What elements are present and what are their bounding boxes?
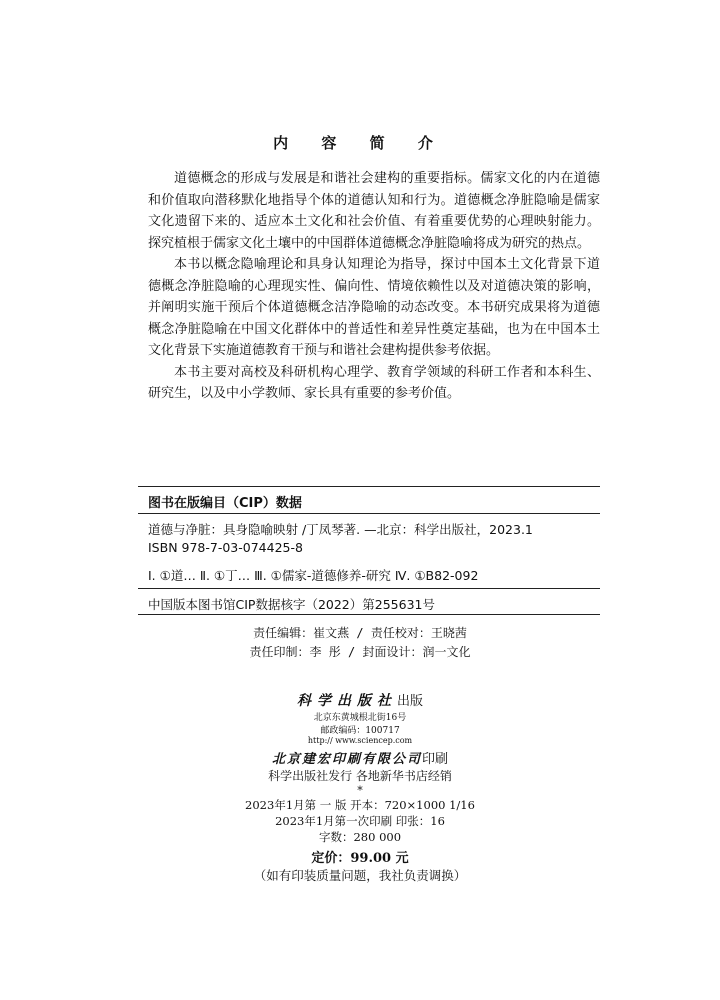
publisher-name: 科学出版社 — [296, 693, 397, 709]
cip-heading-rule — [138, 513, 600, 514]
cip-number: 中国版本图书馆CIP数据核字（2022）第255631号 — [148, 597, 435, 612]
summary-paragraph: 本书以概念隐喻理论和具身认知理论为指导，探讨中国本土文化背景下道德概念净脏隐喻的心理现实性、偏向性、情境依赖性以及对道德决策的影响，并阐明实施干预后个体道德概念洁净隐喻的动态改变。本书研究成果将为道德概念净脏隐喻在中国文化群体中的普适性和差异性奠定基础，也为在中国本土文化背景下实施道德教育干预与和谐社会建构提供参考依据。 — [148, 257, 600, 358]
printing-line: 2023年1月第一次印刷 印张：16 — [275, 814, 445, 828]
publisher-suffix: 出版 — [396, 694, 423, 709]
summary-paragraph: 本书主要对高校及科研机构心理学、教育学领域的科研工作者和本科生、研究生，以及中小学教师、家长具有重要的参考价值。 — [148, 364, 600, 401]
quality-notice: （如有印装质量问题，我社负责调换） — [253, 868, 467, 883]
cip-top-rule — [138, 486, 600, 487]
edition-line: 2023年1月第 一 版 开本：720×1000 1/16 — [245, 798, 475, 812]
cip-bottom-rule — [138, 614, 600, 615]
summary-paragraph: 道德概念的形成与发展是和谐社会建构的重要指标。儒家文化的内在道德和价值取向潜移默化地指导个体的道德认知和行为。道德概念净脏隐喻是儒家文化遗留下来的、适应本土文化和社会价值、有着重要优势的心理映射能力。探究植根于儒家文化土壤中的中国群体道德概念净脏隐喻将成为研究的热点。 — [148, 171, 600, 251]
word-count: 字数：280 000 — [318, 830, 402, 844]
summary-body — [148, 168, 600, 405]
publisher-line — [0, 690, 720, 710]
page-title: 内 容 简 介 — [273, 134, 447, 152]
separator-star: * — [357, 784, 363, 797]
distribution-line: 科学出版社发行 各地新华书店经销 — [268, 769, 452, 783]
cip-subjects: Ⅰ. ①道… Ⅱ. ①丁… Ⅲ. ①儒家-道德修养-研究 Ⅳ. ①B82-092 — [148, 568, 479, 583]
publisher-postcode: 邮政编码：100717 — [320, 726, 400, 736]
printer-name: 北京建宏印刷有限公司 — [271, 752, 422, 767]
printer-line — [0, 748, 720, 767]
cip-record: 道德与净脏：具身隐喻映射 /丁凤琴著. —北京：科学出版社，2023.1 — [148, 522, 533, 537]
price: 定价：99.00 元 — [311, 851, 409, 866]
publisher-url: http:// www.sciencep.com — [307, 736, 413, 745]
cip-heading: 图书在版编目（CIP）数据 — [148, 496, 302, 511]
cip-isbn: ISBN 978-7-03-074425-8 — [148, 540, 303, 555]
cip-mid-rule — [138, 588, 600, 589]
production-credits: 责任印制：李 彤 / 封面设计：润一文化 — [249, 645, 471, 659]
editor-credits: 责任编辑：崔文燕 / 责任校对：王晓茜 — [253, 626, 467, 640]
publisher-address: 北京东黄城根北街16号 — [313, 713, 407, 723]
printer-suffix: 印刷 — [422, 752, 449, 767]
